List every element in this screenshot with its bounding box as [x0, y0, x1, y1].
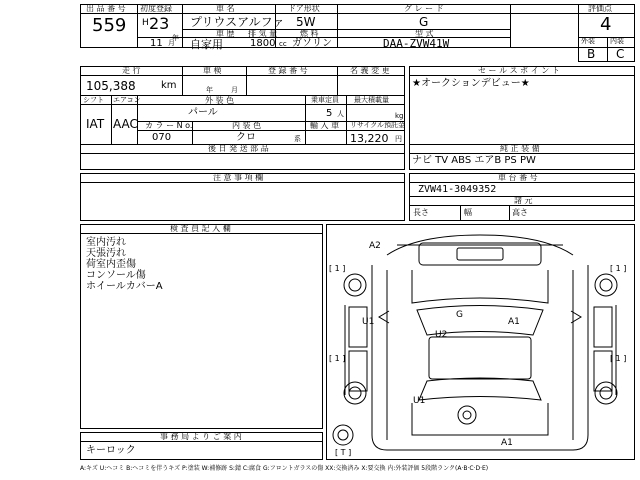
notes-label: 注 意 事 項 欄	[213, 173, 264, 182]
sales-point: ★オークションデビュー★	[412, 78, 530, 89]
car-name-label: 車 名	[216, 4, 235, 13]
mileage-unit: km	[161, 80, 177, 91]
capacity: 5	[326, 108, 333, 119]
chassis-label: 車 台 番 号	[498, 173, 538, 182]
recycle-label: リサイクル預託金	[350, 121, 406, 129]
recycle-unit: 円	[395, 135, 402, 143]
interior-color-unit: 系	[294, 135, 301, 143]
genuine-equipment-label: 純 正 装 備	[500, 144, 540, 153]
grade-label: グ レ ー ド	[404, 4, 444, 13]
genuine-equipment: ナビ TV ABS エアB PS PW	[412, 155, 536, 166]
car-name: プリウスアルファ	[190, 15, 285, 29]
exterior-color-label: 外 装 色	[205, 96, 235, 105]
inspector-note-item: 天張汚れ	[86, 248, 126, 259]
lot-number: 559	[92, 15, 127, 36]
inspector-note-item: 荷室内歪傷	[86, 259, 136, 270]
car-outline	[327, 225, 634, 459]
first-registration-label: 初度登録	[140, 4, 172, 13]
max-load-label: 最大積載量	[354, 96, 389, 104]
exterior-color: パール	[188, 107, 218, 118]
year-suffix: 年	[172, 34, 179, 42]
office-label: 事 務 局 よ り ご 案 内	[160, 432, 242, 441]
damage-mark-u1-rear: U1	[413, 396, 426, 406]
door-type-label: ドア形状	[288, 4, 320, 13]
sales-point-label: セ ー ル ス ポ イ ン ト	[478, 66, 560, 75]
type-use: 自家用	[190, 38, 223, 51]
registration-year: 23	[149, 14, 170, 33]
grade: G	[419, 15, 429, 29]
mileage: 105,388	[86, 79, 136, 93]
inspector-notes	[86, 237, 163, 292]
bracket-left-2: [ 1 ]	[329, 354, 346, 363]
displacement-unit: cc	[279, 40, 287, 48]
dimensions-label: 諸 元	[514, 196, 533, 205]
model-label: 型 式	[415, 29, 434, 38]
fuel: ガソリン	[292, 38, 332, 49]
width-label: 幅	[464, 208, 472, 217]
inspection-year-suffix: 年	[206, 86, 213, 94]
score: 4	[600, 14, 612, 35]
interior-grade-label: 内装	[610, 37, 624, 45]
mileage-label: 走 行	[122, 66, 141, 75]
import-label: 輸 入 車	[310, 121, 340, 130]
lot-number-label: 出 品 番 号	[86, 4, 126, 13]
length-label: 長さ	[413, 208, 429, 217]
legend: A:キズ U:ヘコミ B:ヘコミを伴うキズ P:塗装 W:補修跡 S:錆 C:腐食 G:フロントガラスの傷 XX:交換済み X:要交換 内:外装評価 5段階ランク(A·B·C·D·E)	[80, 465, 489, 472]
chassis-number: ZVW41-3049352	[418, 184, 497, 195]
month-suffix: 月	[168, 39, 175, 47]
interior-color-label: 内 装 色	[232, 121, 262, 130]
damage-mark-u2-roof: U2	[435, 330, 448, 340]
door-type: 5W	[296, 15, 316, 29]
interior-color: クロ	[236, 132, 256, 143]
office-note-item: キーロック	[86, 445, 136, 456]
damage-mark-g-windshield: G	[456, 310, 463, 320]
damage-mark-u1-left: U1	[362, 317, 375, 327]
displacement: 1800	[250, 38, 276, 49]
reg-number-label: 登 録 番 号	[268, 66, 308, 75]
displacement-label: 排 気 量	[248, 29, 278, 38]
interior-grade: C	[616, 47, 625, 61]
bracket-right-2: [ 1 ]	[610, 354, 627, 363]
type-use-label: 車 歴	[216, 29, 235, 38]
recycle-deposit: 13,220	[350, 132, 389, 145]
air-conditioner: AAC	[113, 117, 138, 131]
exterior-grade: B	[587, 47, 596, 61]
height-label: 高さ	[512, 208, 528, 217]
max-load-unit: kg	[395, 112, 404, 120]
inspection-label: 車 検	[203, 66, 222, 75]
bracket-left-1: [ 1 ]	[329, 264, 346, 273]
fuel-label: 燃 料	[300, 29, 319, 38]
exterior-grade-label: 外装	[581, 37, 595, 45]
owner-change-label: 名 義 変 更	[350, 66, 390, 75]
damage-mark-a1-rear: A1	[501, 438, 513, 448]
registration-month: 11	[150, 38, 163, 49]
inspector-note-item: コンソール傷	[86, 270, 146, 281]
ac-label: エアコン	[113, 96, 141, 104]
shift-label: シフト	[83, 96, 104, 104]
bracket-right-1: [ 1 ]	[610, 264, 627, 273]
era: H	[142, 18, 149, 28]
color-number-label: カ ラ ー N o.	[145, 121, 193, 130]
damage-mark-a1-right: A1	[508, 317, 520, 327]
office-notes	[86, 445, 136, 456]
bracket-t: [ T ]	[335, 448, 352, 457]
inspector-note-item: ホイールカバーA	[86, 281, 163, 292]
damage-mark-a2-front: A2	[369, 241, 381, 251]
color-number: 070	[152, 132, 172, 143]
capacity-unit: 人	[337, 110, 344, 118]
model-code: DAA-ZVW41W	[383, 37, 450, 50]
inspection-month-suffix: 月	[231, 86, 238, 94]
shift: IAT	[86, 117, 105, 131]
score-label: 評価点	[588, 4, 612, 13]
car-diagram	[326, 224, 635, 460]
inspector-note-item: 室内汚れ	[86, 237, 126, 248]
capacity-label: 乗車定員	[311, 96, 339, 104]
inspector-label: 検 査 員 記 入 欄	[170, 224, 231, 233]
later-parts-label: 後 日 発 送 部 品	[208, 144, 269, 153]
